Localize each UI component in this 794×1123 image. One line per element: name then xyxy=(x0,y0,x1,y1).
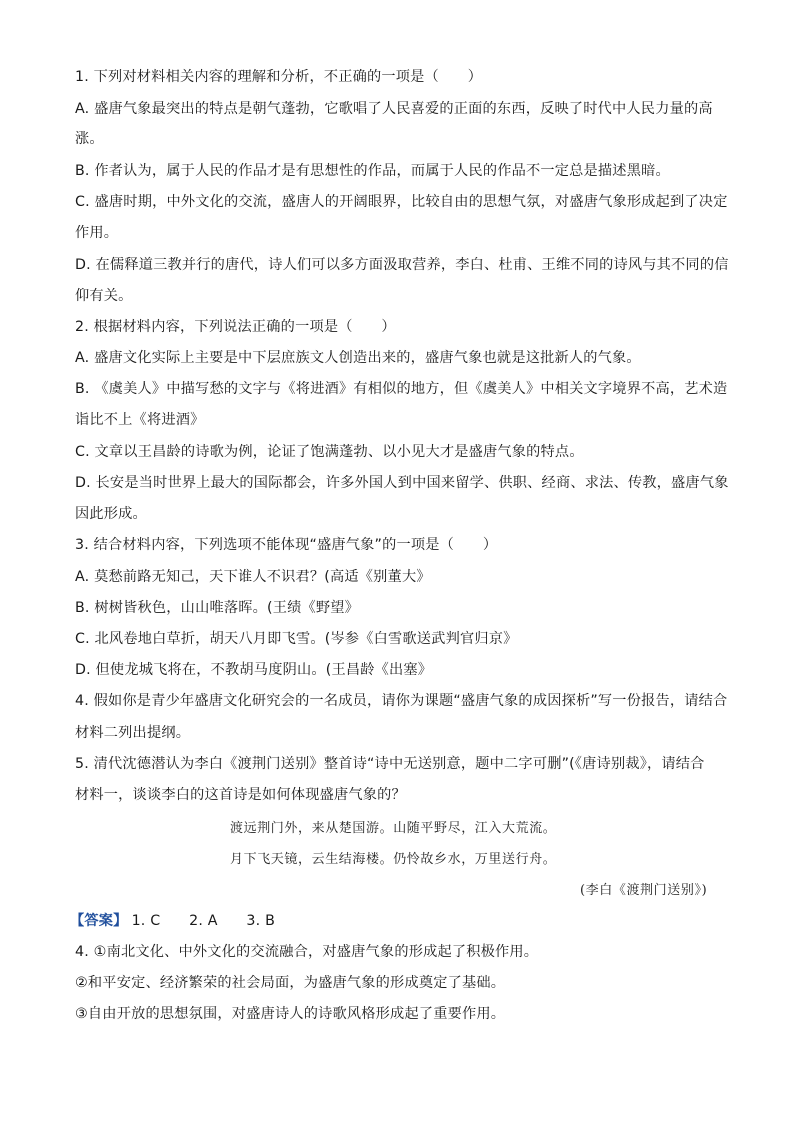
q3-option-b: B. 树树皆秋色，山山唯落晖。(王绩《野望》 xyxy=(75,600,360,616)
poem-line-1: 渡远荆门外，来从楚国游。山随平野尽，江入大荒流。 xyxy=(230,821,557,836)
q3-option-a: A. 莫愁前路无知己，天下谁人不识君？(高适《别董大》 xyxy=(75,569,431,585)
answer-label: 【答案】 xyxy=(70,913,128,929)
q2-option-c: C. 文章以王昌龄的诗歌为例，论证了饱满蓬勃、以小见大才是盛唐气象的特点。 xyxy=(75,444,584,460)
answer-4-point-3: ③自由开放的思想氛围，对盛唐诗人的诗歌风格形成起了重要作用。 xyxy=(75,1006,506,1022)
answer-4-point-2: ②和平安定、经济繁荣的社会局面，为盛唐气象的形成奠定了基础。 xyxy=(75,975,506,991)
q1-option-a: A. 盛唐气象最突出的特点是朝气蓬勃，它歌唱了人民喜爱的正面的东西，反映了时代中人民力量的高 xyxy=(75,101,713,117)
poem-source: (李白《渡荆门送别》) xyxy=(580,883,708,898)
answer-4-point-1: 4. ①南北文化、中外文化的交流融合，对盛唐气象的形成起了积极作用。 xyxy=(75,944,539,960)
q2-option-b-cont: 诣比不上《将进酒》 xyxy=(75,412,205,428)
answer-line xyxy=(70,910,275,930)
q2-option-d-cont: 因此形成。 xyxy=(75,506,147,522)
poem-line-2: 月下飞天镜，云生结海楼。仍怜故乡水，万里送行舟。 xyxy=(230,852,557,867)
q1-option-c: C. 盛唐时期，中外文化的交流，盛唐人的开阔眼界，比较自由的思想气氛，对盛唐气象形成起到了决定 xyxy=(75,194,728,210)
q3-option-c: C. 北风卷地白草折，胡天八月即飞雪。(岑参《白雪歌送武判官归京》 xyxy=(75,631,518,647)
q2-option-b: B. 《虞美人》中描写愁的文字与《将进酒》有相似的地方，但《虞美人》中相关文字境界不高，艺术造 xyxy=(75,381,728,397)
question-4-stem-cont: 材料二列出提纲。 xyxy=(75,725,191,741)
q1-option-c-cont: 作用。 xyxy=(75,225,119,241)
question-5-stem-cont: 材料一，谈谈李白的这首诗是如何体现盛唐气象的？ xyxy=(75,787,406,803)
question-2-stem: 2. 根据材料内容，下列说法正确的一项是（ ） xyxy=(75,319,396,335)
answer-values: 1. C 2. A 3. B xyxy=(131,913,275,929)
q1-option-b: B. 作者认为，属于人民的作品才是有思想性的作品，而属于人民的作品不一定总是描述黑暗。 xyxy=(75,163,670,179)
question-1-stem: 1. 下列对材料相关内容的理解和分析，不正确的一项是（ ） xyxy=(75,69,483,85)
q2-option-d: D. 长安是当时世界上最大的国际都会，许多外国人到中国来留学、供职、经商、求法、传教，盛唐气象 xyxy=(75,475,729,491)
q3-option-d: D. 但使龙城飞将在，不教胡马度阴山。(王昌龄《出塞》 xyxy=(75,662,433,678)
q1-option-a-cont: 涨。 xyxy=(75,131,104,147)
question-5-stem: 5. 清代沈德潜认为李白《渡荆门送别》整首诗“诗中无送别意，题中二字可删”(《唐诗别裁》，请结合 xyxy=(75,756,705,772)
q1-option-d: D. 在儒释道三教并行的唐代，诗人们可以多方面汲取营养，李白、杜甫、王维不同的诗风与其不同的信 xyxy=(75,257,729,273)
q2-option-a: A. 盛唐文化实际上主要是中下层庶族文人创造出来的，盛唐气象也就是这批新人的气象。 xyxy=(75,350,641,366)
q1-option-d-cont: 仰有关。 xyxy=(75,288,133,304)
question-4-stem: 4. 假如你是青少年盛唐文化研究会的一名成员，请你为课题“盛唐气象的成因探析”写一份报告，请结合 xyxy=(75,693,728,709)
question-3-stem: 3. 结合材料内容，下列选项不能体现“盛唐气象”的一项是（ ） xyxy=(75,537,498,553)
